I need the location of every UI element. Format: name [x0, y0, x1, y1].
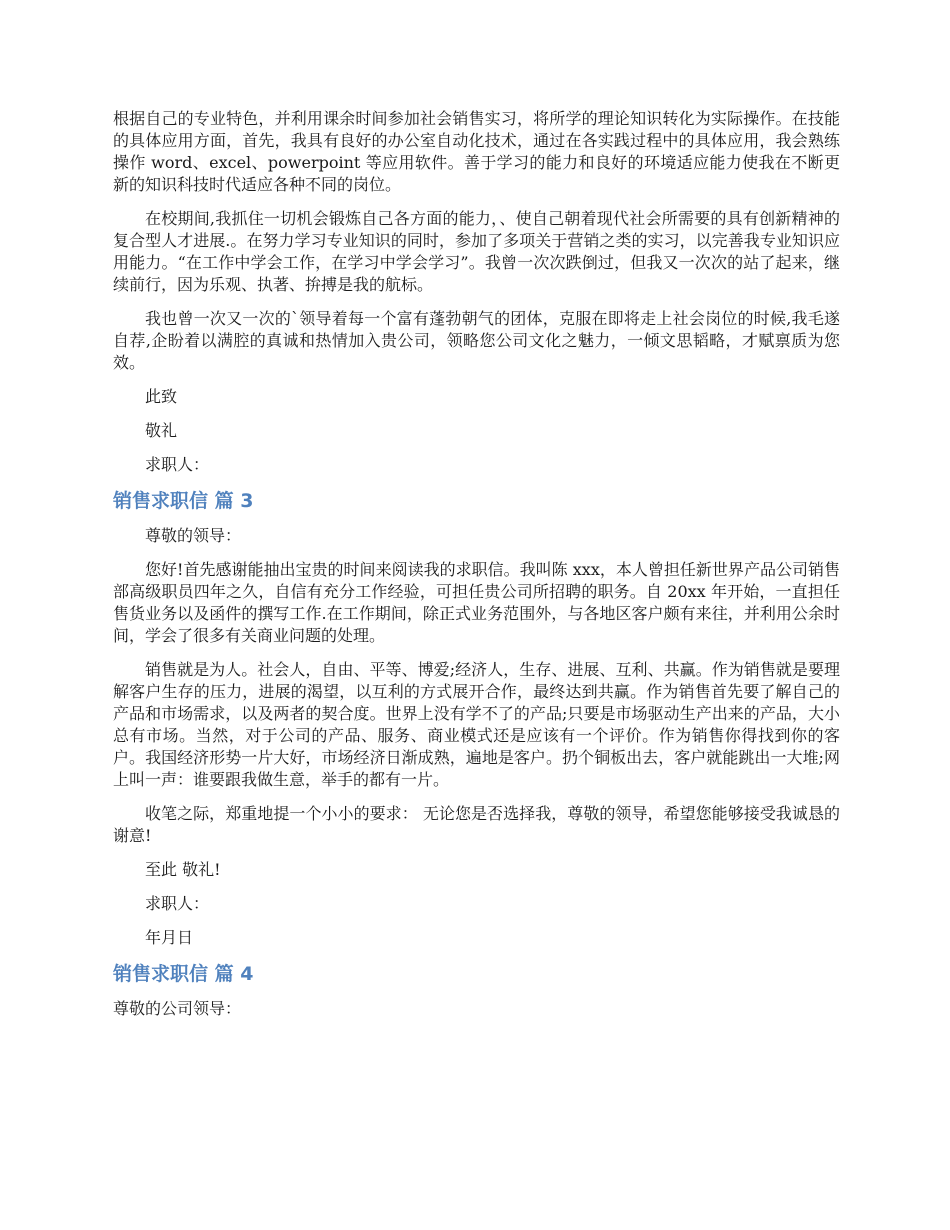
greeting: 尊敬的领导： — [145, 526, 242, 545]
paragraph: 收笔之际，郑重地提一个小小的要求： 无论您是否选择我，尊敬的领导，希望您能够接受我诚恳的谢意! — [113, 804, 840, 845]
paragraph: 销售就是为人。社会人，自由、平等、博爱;经济人，生存、进展、互利、共赢。作为销售就是要理解客户生存的压力，进展的渴望，以互利的方式展开合作，最终达到共赢。作为销售首先要了解自己的产品和市场需求，以及两者的契合度。世界上没有学不了的产品;只要是市场驱动生产出来的产品，大小总有市场。当然，对于公司的产品、服务、商业模式还是应该有一个评价。作为销售你得找到你的客户。我国经济形势一片大好，市场经济日渐成熟，遍地是客户。扔个铜板出去，客户就能跳出一大堆;网上叫一声：谁要跟我做生意，举手的都有一片。 — [113, 660, 840, 789]
paragraph-continued: 根据自己的专业特色，并利用课余时间参加社会销售实习，将所学的理论知识转化为实际操作。在技能的具体应用方面，首先，我具有良好的办公室自动化技术，通过在各实践过程中的具体应用，我会熟练操作 word、excel、powerpoint 等应用软件。善于学习的能力和良好的环境适应能力使我在不断更新的知识科技时代适应各种不同的岗位。 — [113, 109, 840, 194]
section-heading: 销售求职信 篇 4 — [113, 963, 254, 985]
greeting: 尊敬的公司领导： — [113, 999, 242, 1018]
closing-line: 至此 敬礼! — [145, 860, 221, 879]
document-page — [113, 108, 840, 1032]
signer-line: 求职人： — [145, 894, 210, 913]
closing-line: 此致 — [145, 387, 178, 406]
closing-line: 敬礼 — [145, 421, 178, 440]
date-line: 年月日 — [145, 928, 194, 947]
paragraph: 在校期间,我抓住一切机会锻炼自己各方面的能力，、使自己朝着现代社会所需要的具有创新精神的复合型人才进展.。在努力学习专业知识的同时，参加了多项关于营销之类的实习，以完善我专业知识应用能力。“在工作中学会工作，在学习中学会学习”。我曾一次次跌倒过，但我又一次次的站了起来，继续前行，因为乐观、执著、拚搏是我的航标。 — [113, 209, 840, 294]
paragraph: 我也曾一次又一次的`领导着每一个富有蓬勃朝气的团体，克服在即将走上社会岗位的时候,我毛遂自荐,企盼着以满腔的真诚和热情加入贵公司，领略您公司文化之魅力，一倾文思韬略，才赋禀质为您效。 — [113, 309, 840, 372]
signer-line: 求职人： — [145, 455, 210, 474]
section-heading: 销售求职信 篇 3 — [113, 490, 254, 512]
paragraph: 您好!首先感谢能抽出宝贵的时间来阅读我的求职信。我叫陈 xxx，本人曾担任新世界产品公司销售部高级职员四年之久，自信有充分工作经验，可担任贵公司所招聘的职务。自 20xx 年开始，一直担任售货业务以及函件的撰写工作.在工作期间，除正式业务范围外，与各地区客户颇有来往，并利用公余时间，学会了很多有关商业问题的处理。 — [113, 560, 840, 645]
